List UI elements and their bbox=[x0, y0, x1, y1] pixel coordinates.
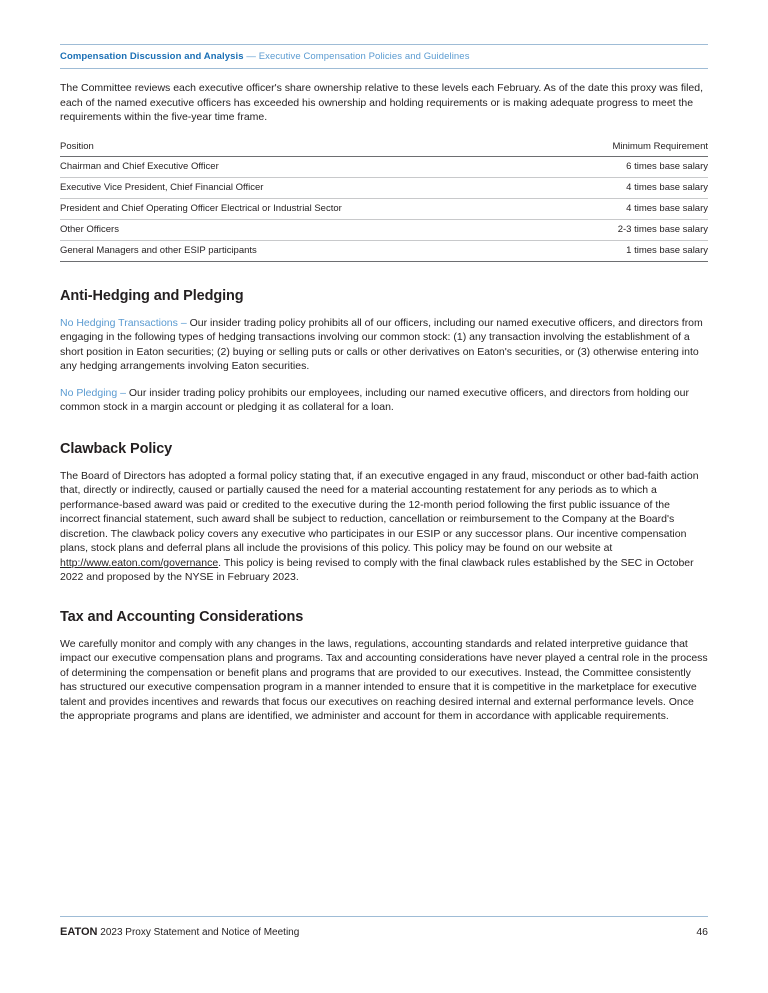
footer-brand: EATON bbox=[60, 926, 98, 938]
anti-hedging-paragraph-2 bbox=[60, 386, 708, 415]
page-content bbox=[60, 44, 708, 724]
table-row bbox=[60, 177, 708, 198]
page-footer bbox=[60, 916, 708, 938]
anti-hedging-paragraph-1 bbox=[60, 316, 708, 374]
eaton-governance-link[interactable]: http://www.eaton.com/governance bbox=[60, 556, 219, 569]
ownership-requirements-table bbox=[60, 139, 708, 262]
no-pledging-body: Our insider trading policy prohibits our employees, including our named executive officers, and directors from holding our common stock in a margin account or pledging it as collateral for a loan. bbox=[60, 386, 689, 413]
no-hedging-body: Our insider trading policy prohibits all of our officers, including our named executive officers, and directors from engaging in the following types of hedging transactions involving our common stock: (1) any transaction involving the establishment of a short position in Eaton securities; (2) buying or selling puts or calls or other derivatives on Eaton's securities, or (3) otherwise entering into any hedging arrangements involving Eaton securities. bbox=[60, 316, 703, 372]
table-row bbox=[60, 240, 708, 261]
running-header-subsection: Executive Compensation Policies and Guidelines bbox=[258, 51, 470, 62]
footer-row bbox=[60, 917, 708, 938]
clawback-text-before-link: The Board of Directors has adopted a formal policy stating that, if an executive engaged in any fraud, misconduct or other bad-faith action that, directly or indirectly, caused or partially caused the need for a material accounting restatement for any periods as to which a performance-based award was paid or credited to the executive during the 12-month period following the first public issuance of the incorrect financial statement, such award shall be subject to reduction, cancellation or reimbursement to the Company at the Board's discretion. The clawback policy covers any executive who participates in our ESIP or any successor plans. Our incentive compensation plans, stock plans and deferral plans all include the provisions of this policy. This policy may be found on our website at bbox=[60, 469, 699, 554]
column-header-position: Position bbox=[60, 139, 544, 157]
cell-position: Other Officers bbox=[60, 219, 544, 240]
running-header-section: Compensation Discussion and Analysis bbox=[60, 51, 244, 62]
header-bottom-rule bbox=[60, 68, 708, 69]
clawback-paragraph bbox=[60, 469, 708, 585]
no-pledging-lead-in: No Pledging – bbox=[60, 386, 129, 399]
heading-anti-hedging-and-pledging: Anti-Hedging and Pledging bbox=[60, 287, 244, 304]
cell-requirement: 2-3 times base salary bbox=[544, 219, 708, 240]
cell-requirement: 1 times base salary bbox=[544, 240, 708, 261]
cell-requirement: 6 times base salary bbox=[544, 156, 708, 177]
cell-requirement: 4 times base salary bbox=[544, 198, 708, 219]
heading-tax-and-accounting-considerations: Tax and Accounting Considerations bbox=[60, 608, 304, 625]
footer-page-number: 46 bbox=[696, 926, 708, 938]
table-row bbox=[60, 219, 708, 240]
cell-position: General Managers and other ESIP participants bbox=[60, 240, 544, 261]
table-row bbox=[60, 198, 708, 219]
intro-paragraph: The Committee reviews each executive officer's share ownership relative to these levels each February. As of the date this proxy was filed, each of the named executive officers has exceeded his ownership and holding requirements or is making adequate progress to meet the requirements within the five-year time frame. bbox=[60, 82, 704, 123]
cell-position: President and Chief Operating Officer Electrical or Industrial Sector bbox=[60, 198, 544, 219]
footer-document-title: 2023 Proxy Statement and Notice of Meeting bbox=[97, 927, 300, 938]
table-header-row bbox=[60, 139, 708, 157]
cell-position: Executive Vice President, Chief Financial Officer bbox=[60, 177, 544, 198]
heading-clawback-policy: Clawback Policy bbox=[60, 440, 173, 457]
clawback-text-after-link: . This policy is being revised to comply with the final clawback rules established by the SEC in October 2022 and proposed by the NYSE in February 2023. bbox=[60, 556, 694, 583]
table-row bbox=[60, 156, 708, 177]
running-header bbox=[60, 45, 708, 68]
running-header-separator: — bbox=[243, 51, 259, 62]
tax-accounting-paragraph: We carefully monitor and comply with any changes in the laws, regulations, accounting standards and related interpretive guidance that impact our executive compensation plans and programs. Tax and accounting considerations have never played a central role in the process of determining the compensation or benefit plans and programs that are provided to our executives. Instead, the Committee consistently has structured our executive compensation program in a manner intended to ensure that it is competitive in the marketplace for executive talent and provides incentives and rewards that focus our executives on reaching desired internal and external performance levels. Once the appropriate programs and plans are identified, we administer and account for them in accordance with applicable requirements. bbox=[60, 637, 708, 722]
column-header-minimum-requirement: Minimum Requirement bbox=[544, 139, 708, 157]
no-hedging-lead-in: No Hedging Transactions – bbox=[60, 316, 190, 329]
footer-left bbox=[60, 926, 299, 938]
cell-requirement: 4 times base salary bbox=[544, 177, 708, 198]
cell-position: Chairman and Chief Executive Officer bbox=[60, 156, 544, 177]
